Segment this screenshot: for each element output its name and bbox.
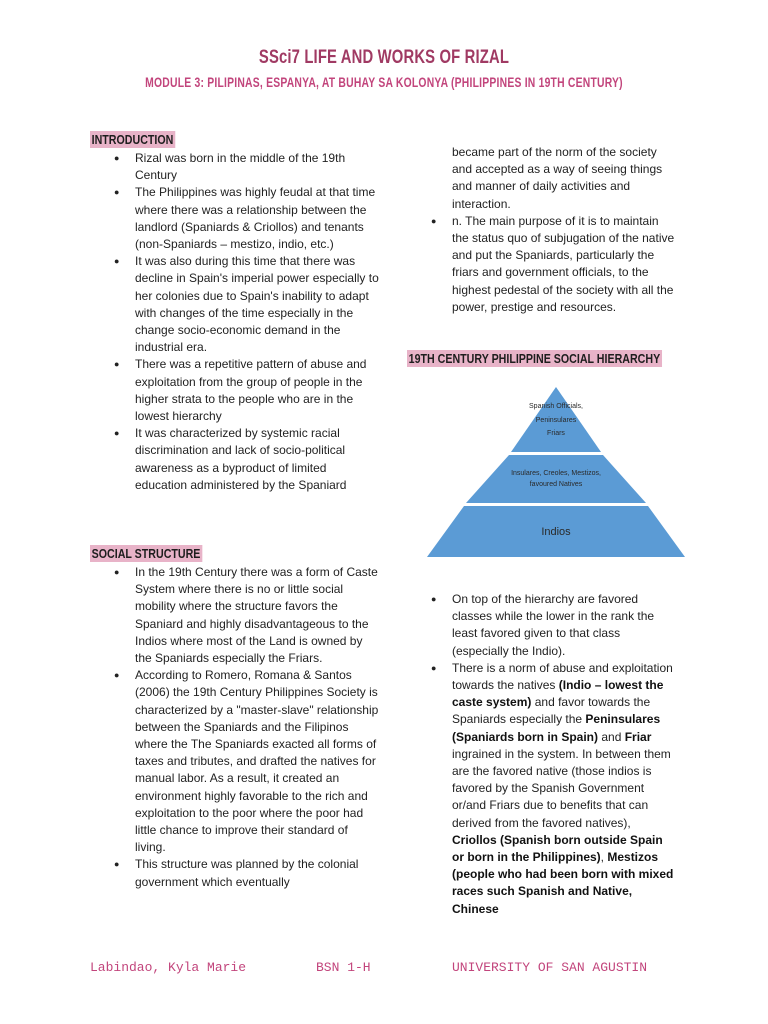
list-item: ● It was characterized by systemic racial discrimination and lack of socio-political awareness as a byproduct of limited education administered by the Spaniard [90, 425, 380, 494]
social-structure-heading: SOCIAL STRUCTURE [91, 546, 201, 561]
note-bold-mestizos: Mestizos (people who had been born with mixed races such Spanish and Native, Chinese [452, 850, 674, 916]
right-column-top [407, 144, 677, 316]
list-item: ● In the 19th Century there was a form of Caste System where there is no or little social mobility where the structure favors the Spaniard and highly disadvantageous to the Indios where most of the Land is owned by the Spaniards especially the Friars. [90, 564, 380, 667]
hierarchy-notes [407, 591, 677, 918]
note-bold-indio: (Indio – lowest the caste system) [452, 678, 664, 710]
list-item [407, 660, 677, 918]
introduction-list [90, 150, 380, 494]
document-title: SSci7 LIFE AND WORKS OF RIZAL [258, 47, 510, 68]
introduction-heading: INTRODUCTION [91, 132, 174, 147]
tier-top-label-3: Friars [547, 430, 565, 437]
list-item: ● There was a repetitive pattern of abuse and exploitation from the group of people in the higher strata to the people who are in the lowest hierarchy [90, 356, 380, 425]
note-text: , [600, 850, 608, 865]
note-text: ingrained in the system. In between them are the favored native (those indios is favored by the Spanish Government or/and Friars due to benefits that can derived from the favored natives), [452, 746, 671, 830]
footer-section: BSN 1-H [316, 960, 371, 975]
continuation-text: became part of the norm of the society and accepted as a way of seeing things and manner of daily activities and interaction. [452, 145, 663, 211]
list-item: ● According to Romero, Romana & Santos (2006) the 19th Century Philippines Society is characterized by a "master-slave" relationship between the Spaniards and the Filipinos where the The Spaniards exacted all forms of taxes and tributes, and drafted the natives for manual labor. As a result, it created an environment highly favorable to the rich and exploitation to the poor where the poor had little chance to improve their standard of living. [90, 667, 380, 856]
note-bold-friar: Friar [624, 729, 652, 744]
social-structure-list [90, 564, 380, 891]
footer-name: Labindao, Kyla Marie [90, 960, 247, 975]
footer-school: UNIVERSITY OF SAN AGUSTIN [452, 960, 648, 975]
list-item: ● This structure was planned by the colonial government which eventually [90, 856, 380, 890]
note-text: There is a norm of abuse and exploitation towards the natives [452, 660, 673, 693]
note-bold-peninsulares: Peninsulares (Spaniards born in Spain) [452, 712, 661, 744]
document-subtitle: MODULE 3: PILIPINAS, ESPANYA, AT BUHAY SA KOLONYA (PHILIPPINES IN 19TH CENTURY) [145, 74, 623, 90]
list-item: ● Rizal was born in the middle of the 19th Century [90, 150, 380, 184]
tier-middle-label-1: Insulares, Creoles, Mestizos, [511, 470, 601, 477]
hierarchy-heading: 19TH CENTURY PHILIPPINE SOCIAL HIERARCHY [408, 351, 661, 366]
list-item: ● On top of the hierarchy are favored classes while the lower in the rank the least favored given to that class (especially the Indio). [407, 591, 677, 660]
note-text: and [598, 729, 625, 744]
pyramid-tier-middle [466, 455, 646, 503]
tier-middle-label-2: favoured Natives [529, 481, 583, 488]
note-text: and favor towards the Spaniards especially the [452, 695, 651, 727]
social-hierarchy-pyramid [426, 385, 686, 561]
list-item: ● It was also during this time that there was decline in Spain's imperial power especially to her colonies due to Spain's inability to adapt with changes of the time especially in the change socio-economic demand in the industrial era. [90, 253, 380, 356]
tier-top-label-1: Spanish Officials, [529, 403, 583, 410]
note-bold-criollos: Criollos (Spanish born outside Spain or born in the Philippines) [452, 832, 663, 865]
list-item: ● n. The main purpose of it is to maintain the status quo of subjugation of the native and put the Spaniards, particularly the friars and government officials, to the highest pedestal of the society with all the power, prestige and resources. [407, 213, 677, 316]
tier-top-label-2: Peninsulares [535, 417, 577, 424]
list-item: ● The Philippines was highly feudal at that time where there was a relationship between the landlord (Spaniards & Criollos) and tenants (non-Spaniards – mestizo, indio, etc.) [90, 184, 380, 253]
tier-bottom-label: Indios [541, 526, 571, 538]
